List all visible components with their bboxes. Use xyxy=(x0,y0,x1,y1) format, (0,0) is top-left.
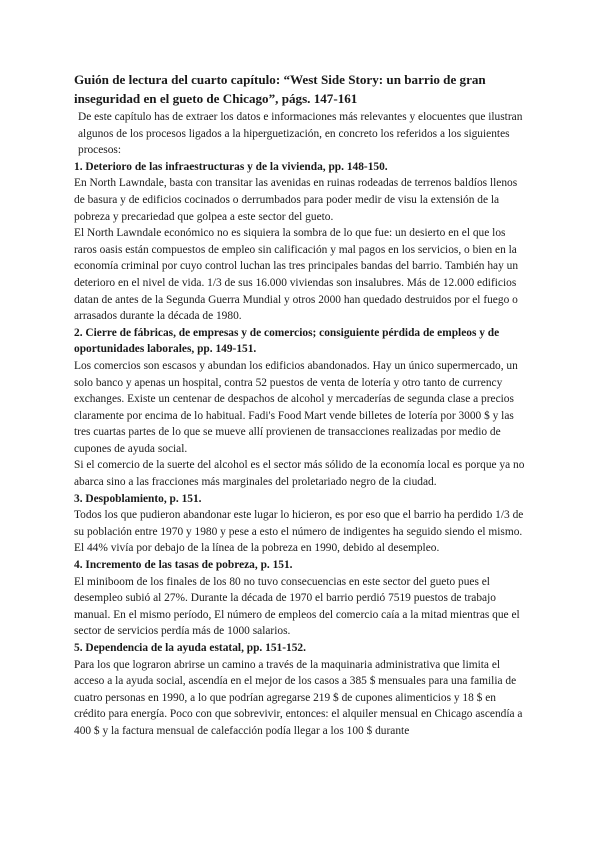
section-paragraph: Si el comercio de la suerte del alcohol es el sector más sólido de la economía local es porque ya no abarca sino a las fracciones más marginales del proletariado negro de la ciudad. xyxy=(74,459,525,489)
document-title: Guión de lectura del cuarto capítulo: “West Side Story: un barrio de gran inseguridad en el gueto de Chicago”, págs. 147-161 xyxy=(74,72,486,106)
section-heading: 5. Dependencia de la ayuda estatal, pp. 151-152. xyxy=(74,642,306,654)
section-heading: 4. Incremento de las tasas de pobreza, p. 151. xyxy=(74,559,293,572)
document-body xyxy=(74,70,526,740)
section-paragraph: Todos los que pudieron abandonar este lugar lo hicieron, es por eso que el barrio ha perdido 1/3 de su población entre 1970 y 1980 y pese a esto el número de indigentes ha seguido siendo el mismo. El 44% vivía por debajo de la línea de la pobreza en 1990, debido al desempleo. xyxy=(74,509,524,555)
section-4 xyxy=(74,557,526,640)
section-heading: 1. Deterioro de las infraestructuras y de la vivienda, pp. 148-150. xyxy=(74,160,388,173)
section-heading: 3. Despoblamiento, p. 151. xyxy=(74,492,202,505)
intro-paragraph: De este capítulo has de extraer los datos e informaciones más relevantes y elocuentes que ilustran algunos de los procesos ligados a la hiperguetización, en concreto los referidos a los siguientes procesos: xyxy=(78,111,523,157)
section-paragraph: El North Lawndale económico no es siquiera la sombra de lo que fue: un desierto en el que los raros oasis están compuestos de empleo sin calificación y mal pagos en los servicios, o bien en la economía criminal por cuyo control luchan las tres principales bandas del barrio. También hay un deterioro en el nivel de vida. 1/3 de sus 16.000 viviendas son insalubres. Más de 12.000 edificios datan de antes de la Segunda Guerra Mundial y otros 2000 han quedado destruidos por el fuego o arrasados durante la década de 1980. xyxy=(74,227,519,323)
section-paragraph: Los comercios son escasos y abundan los edificios abandonados. Hay un único supermercado, un solo banco y apenas un hospital, contra 52 puestos de venta de lotería y otro tanto de currency exchanges. Existe un centenar de despachos de alcohol y mercaderías de segunda clase a precios claramente por encima de lo habitual. Fadi's Food Mart vende billetes de lotería por 3000 $ y las tres cuartas partes de lo que se mueve allí provienen de transacciones realizadas por medio de cupones de ayuda social. xyxy=(74,359,518,455)
section-3 xyxy=(74,491,526,557)
section-5 xyxy=(74,640,526,740)
section-heading: 2. Cierre de fábricas, de empresas y de comercios; consiguiente pérdida de empleos y de oportunidades laborales, pp. 149-151. xyxy=(74,326,500,356)
section-paragraph: El miniboom de los finales de los 80 no tuvo consecuencias en este sector del gueto pues el desempleo subió al 27%. Durante la década de 1970 el barrio perdió 7519 puestos de trabajo manual. En el mismo período, El número de empleos del comercio caía a la mitad mientras que el sector de servicios perdía más de 1000 salarios. xyxy=(74,575,520,638)
section-paragraph: Para los que lograron abrirse un camino a través de la maquinaria administrativa que limita el acceso a la ayuda social, ascendía en el mejor de los casos a 385 $ mensuales para una familia de cuatro personas en 1990, a lo que podrían agregarse 219 $ de cupones alimenticios y 18 $ en crédito para energía. Poco con que sobrevivir, entonces: el alquiler mensual en Chicago ascendía a 400 $ y la factura mensual de calefacción podía llegar a los 100 $ durante xyxy=(74,658,523,737)
section-2 xyxy=(74,325,526,491)
section-paragraph: En North Lawndale, basta con transitar las avenidas en ruinas rodeadas de terrenos baldíos llenos de basura y de edificios cocinados o derrumbados para poder medir de visu la extensión de la pobreza y precariedad que golpea a este sector del gueto. xyxy=(74,177,518,223)
section-1 xyxy=(74,159,526,325)
